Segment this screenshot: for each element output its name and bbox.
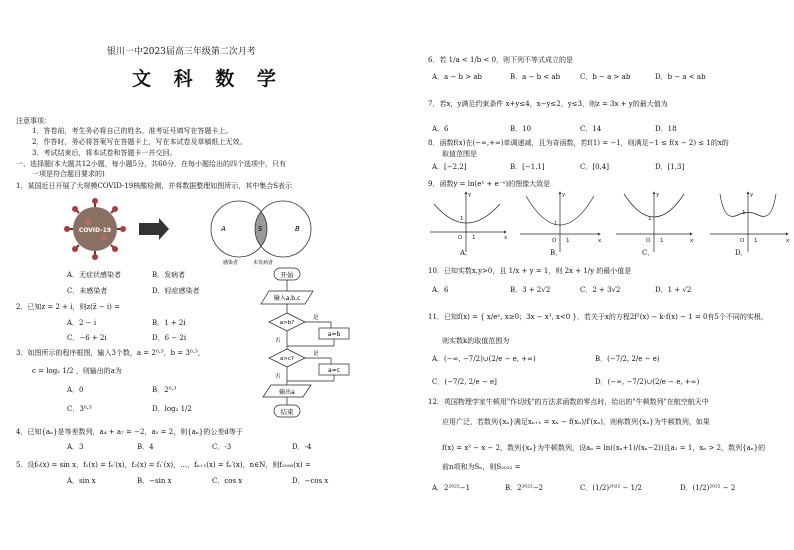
svg-text:x: x xyxy=(504,235,508,241)
svg-text:1: 1 xyxy=(648,216,652,222)
q5-option-d: D．−cos x xyxy=(292,477,329,485)
q3-option-a: A．0 xyxy=(67,386,84,394)
q9-label-b: B． xyxy=(550,249,563,257)
svg-text:O: O xyxy=(552,238,557,244)
flow-no-2: 否 xyxy=(275,374,281,380)
svg-text:1: 1 xyxy=(554,221,558,227)
q8-stem-2: 取值范围是 xyxy=(442,150,477,158)
flow-end: 结束 xyxy=(280,408,294,416)
venn-label-s: S xyxy=(258,225,263,233)
q4-option-c: C．-3 xyxy=(212,443,232,451)
q9-graphs xyxy=(428,190,794,258)
flow-cond-1: a>b? xyxy=(279,320,295,326)
venn-caption-right: 未发病者 xyxy=(253,260,274,266)
q8-option-a: A．[−2,2] xyxy=(432,163,467,171)
graph-c xyxy=(616,192,692,252)
svg-text:1: 1 xyxy=(754,238,758,244)
venn-diagram xyxy=(211,201,311,266)
q6-option-b: B．a − b < ab xyxy=(510,73,561,81)
q5-option-a: A．sin x xyxy=(67,477,96,485)
q11-option-d: D．(−∞, −7/2)∪(2/e − e, +∞) xyxy=(595,378,700,386)
q4-option-a: A．3 xyxy=(67,443,84,451)
q5-option-c: C．cos x xyxy=(212,477,243,485)
q9-label-c: C． xyxy=(642,249,655,257)
q3-stem: 3．如图所示的程序框图，输入3个数，a = 2⁰·³，b = 3⁰·³， xyxy=(16,349,205,357)
svg-text:1: 1 xyxy=(660,238,664,244)
virus-label: COVID-19 xyxy=(78,227,112,234)
arrow-icon xyxy=(139,218,169,240)
q2-option-b: B．1 + 2i xyxy=(152,319,186,327)
svg-text:O: O xyxy=(458,235,463,241)
svg-text:y: y xyxy=(656,192,660,198)
flow-assign-1: a=b xyxy=(327,331,341,338)
svg-text:y: y xyxy=(562,192,566,198)
flow-cond-2: a>c? xyxy=(280,356,294,362)
q7-option-c: C．14 xyxy=(580,125,602,133)
q4-option-b: B．4 xyxy=(137,443,154,451)
q7-option-d: D．18 xyxy=(655,125,677,133)
q8-stem: 8．函数f(x)在(−∞,+∞)单调递减，且为奇函数，若f(1) = −1，则满足−1 ≤ f(x − 2) ≤ 1的x的 xyxy=(428,139,729,147)
q1-option-d: D．轻症感染者 xyxy=(152,287,200,295)
q1-option-c: C．未感染者 xyxy=(67,287,108,295)
q3-stem-2: c = log₂ 1/2 ，则输出的a为 xyxy=(32,367,122,375)
q11-option-a: A．(−∞, −7/2)∪(2/e − e, +∞) xyxy=(432,355,536,363)
q9-label-d: D． xyxy=(735,249,748,257)
q12-stem: 12．英国物理学家牛顿用"作切线"的方法求函数的零点时，给出的"牛顿数列"在航空航天中 xyxy=(428,398,709,406)
subject-title: 文 科 数 学 xyxy=(132,68,284,90)
q12-option-b: B．2²⁰²²−2 xyxy=(505,484,544,492)
q1-stem: 1．某国近日开展了大规模COVID-19核酸检测，并将数据整理如图所示，其中集合S表示 xyxy=(16,182,293,190)
q9-stem: 9．函数y = ln(eˣ + e⁻ˣ)的图像大致是 xyxy=(428,180,551,188)
svg-text:1: 1 xyxy=(742,210,746,216)
section1-line1: 一、选择题(本大题共12小题，每小题5分，共60分．在每小题给出的四个选项中，只有 xyxy=(16,160,286,168)
graph-b xyxy=(520,192,600,252)
graph-a xyxy=(430,192,506,252)
q5-option-b: B．−sin x xyxy=(137,477,172,485)
flow-start: 开始 xyxy=(280,271,294,279)
svg-text:O: O xyxy=(646,238,651,244)
q2-option-d: D．6 − 2i xyxy=(152,334,187,342)
q10-option-b: B．3 + 2√2 xyxy=(510,286,551,294)
q11-option-c: C．(−7/2, 2/e − e] xyxy=(432,378,497,386)
q2-option-c: C．−6 + 2i xyxy=(67,334,107,342)
q12-stem-2: 应用广泛，若数列{xₙ}满足xₙ₊₁ = xₙ − f(xₙ)/f′(xₙ)，则称数列{xₙ}为牛顿数列，如果 xyxy=(442,418,710,426)
q12-stem-3: f(x) = x² − x − 2，数列{xₙ}为牛顿数列，设aₙ = ln((xₙ+1)/(xₙ−2))且a₁ = 1，xₙ > 2，数列{aₙ}的 xyxy=(442,444,766,452)
q12-option-a: A．2²⁰²²−1 xyxy=(432,484,471,492)
flow-yes-2: 是 xyxy=(313,351,319,357)
svg-text:O: O xyxy=(740,238,745,244)
q10-stem: 10．已知实数x,y>0，且 1/x + y = 1，则 2x + 1/y 的最小值是 xyxy=(428,267,632,275)
q10-option-a: A．6 xyxy=(432,286,449,294)
q12-option-c: C．(1/2)²⁰²² − 1/2 xyxy=(580,484,642,492)
q5-stem: 5．设f₀(x) = sin x，f₁(x) = f₀′(x)，f₂(x) = f₁′(x)，…，fₙ₊₁(x) = fₙ′(x)，n∈N，则f₂₀₀₈(x) = xyxy=(16,461,311,469)
flow-no-1: 否 xyxy=(275,338,281,344)
q4-option-d: D．-4 xyxy=(292,443,312,451)
q11-option-b: B．(−7/2, 2/e − e) xyxy=(595,355,660,363)
svg-text:x: x xyxy=(786,238,790,244)
left-page xyxy=(12,0,392,550)
flow-input: 输入a,b,c xyxy=(273,295,301,302)
q10-option-c: C．2 + 3√2 xyxy=(580,286,621,294)
note-3: 3．考试结束后，将本试卷和答题卡一并交回。 xyxy=(32,149,177,157)
q3-option-d: D．log₂ 1/2 xyxy=(152,405,192,413)
virus-icon xyxy=(64,198,126,260)
section1-line2: 一项是符合题目要求的) xyxy=(32,170,105,178)
note-1: 1．答卷前，考生务必将自己的姓名、准考证号填写在答题卡上。 xyxy=(32,127,233,135)
q3-option-b: B．2⁰·³ xyxy=(152,386,177,394)
venn-label-b: B xyxy=(295,225,300,233)
q6-option-a: A．a − b > ab xyxy=(432,73,482,81)
q11-stem: 11．已知f(x) = { x/eˣ, x≥0；3x − x³, x<0 }，若关于x的方程2f²(x) − k·f(x) − 1 = 0有5个不同的实根， xyxy=(428,313,768,321)
q2-option-a: A．2 − i xyxy=(67,319,97,327)
q6-option-d: D．b − a < ab xyxy=(655,73,706,81)
svg-text:x: x xyxy=(690,238,694,244)
q7-stem: 7．若x，y满足约束条件 x+y≤4，x−y≤2，y≤3，则z = 3x + y的最大值为 xyxy=(428,100,668,108)
q9-label-a: A． xyxy=(460,249,473,257)
flow-assign-2: a=c xyxy=(327,367,341,374)
q1-figure xyxy=(57,194,347,266)
q12-option-d: D．(1/2)²⁰²² − 2 xyxy=(680,484,736,492)
note-2: 2．作答时，务必将答案写在答题卡上，写在本试卷及草稿纸上无效。 xyxy=(32,138,247,146)
q12-stem-4: 前n项和为Sₙ，则S₂₀₂₂ = xyxy=(442,463,521,471)
q10-option-d: D．1 + √2 xyxy=(655,286,692,294)
right-page xyxy=(410,0,790,550)
q3-option-c: C．3⁰·³ xyxy=(67,405,92,413)
q11-stem-2: 则实数k的取值范围为 xyxy=(442,337,510,345)
venn-label-a: A xyxy=(221,225,226,233)
flow-yes-1: 是 xyxy=(313,315,319,321)
svg-text:1: 1 xyxy=(472,235,476,241)
q6-stem: 6．若 1/a < 1/b < 0，则下列不等式成立的是 xyxy=(428,56,574,64)
graph-d xyxy=(710,192,788,252)
q1-option-b: B．发病者 xyxy=(152,271,186,279)
q8-option-b: B．[−1,1] xyxy=(510,163,545,171)
svg-text:x: x xyxy=(598,238,602,244)
q4-stem: 4．已知{aₙ}是等差数列，a₄ + a₇ = −2，a₅ = 2，则{aₙ}的公差d等于 xyxy=(16,428,243,436)
q2-stem: 2．已知z = 2 + i，则z(z̄ − i) = xyxy=(16,303,120,311)
svg-text:y: y xyxy=(750,192,754,198)
q8-option-c: C．[0,4] xyxy=(580,163,609,171)
flow-output: 输出a xyxy=(279,389,295,396)
notes-title: 注意事项： xyxy=(16,117,51,125)
q6-option-c: C．b − a > ab xyxy=(580,73,631,81)
flowchart xyxy=(257,266,367,422)
svg-text:y: y xyxy=(468,192,472,198)
school-header: 银川一中2023届高三年级第二次月考 xyxy=(107,47,256,57)
svg-text:1: 1 xyxy=(566,238,570,244)
q8-option-d: D．[1,3] xyxy=(655,163,685,171)
q1-option-a: A．无症状感染者 xyxy=(67,271,122,279)
venn-caption-left: 感染者 xyxy=(223,260,239,266)
svg-text:1: 1 xyxy=(460,216,464,222)
q7-option-a: A．6 xyxy=(432,125,449,133)
q7-option-b: B．10 xyxy=(510,125,532,133)
